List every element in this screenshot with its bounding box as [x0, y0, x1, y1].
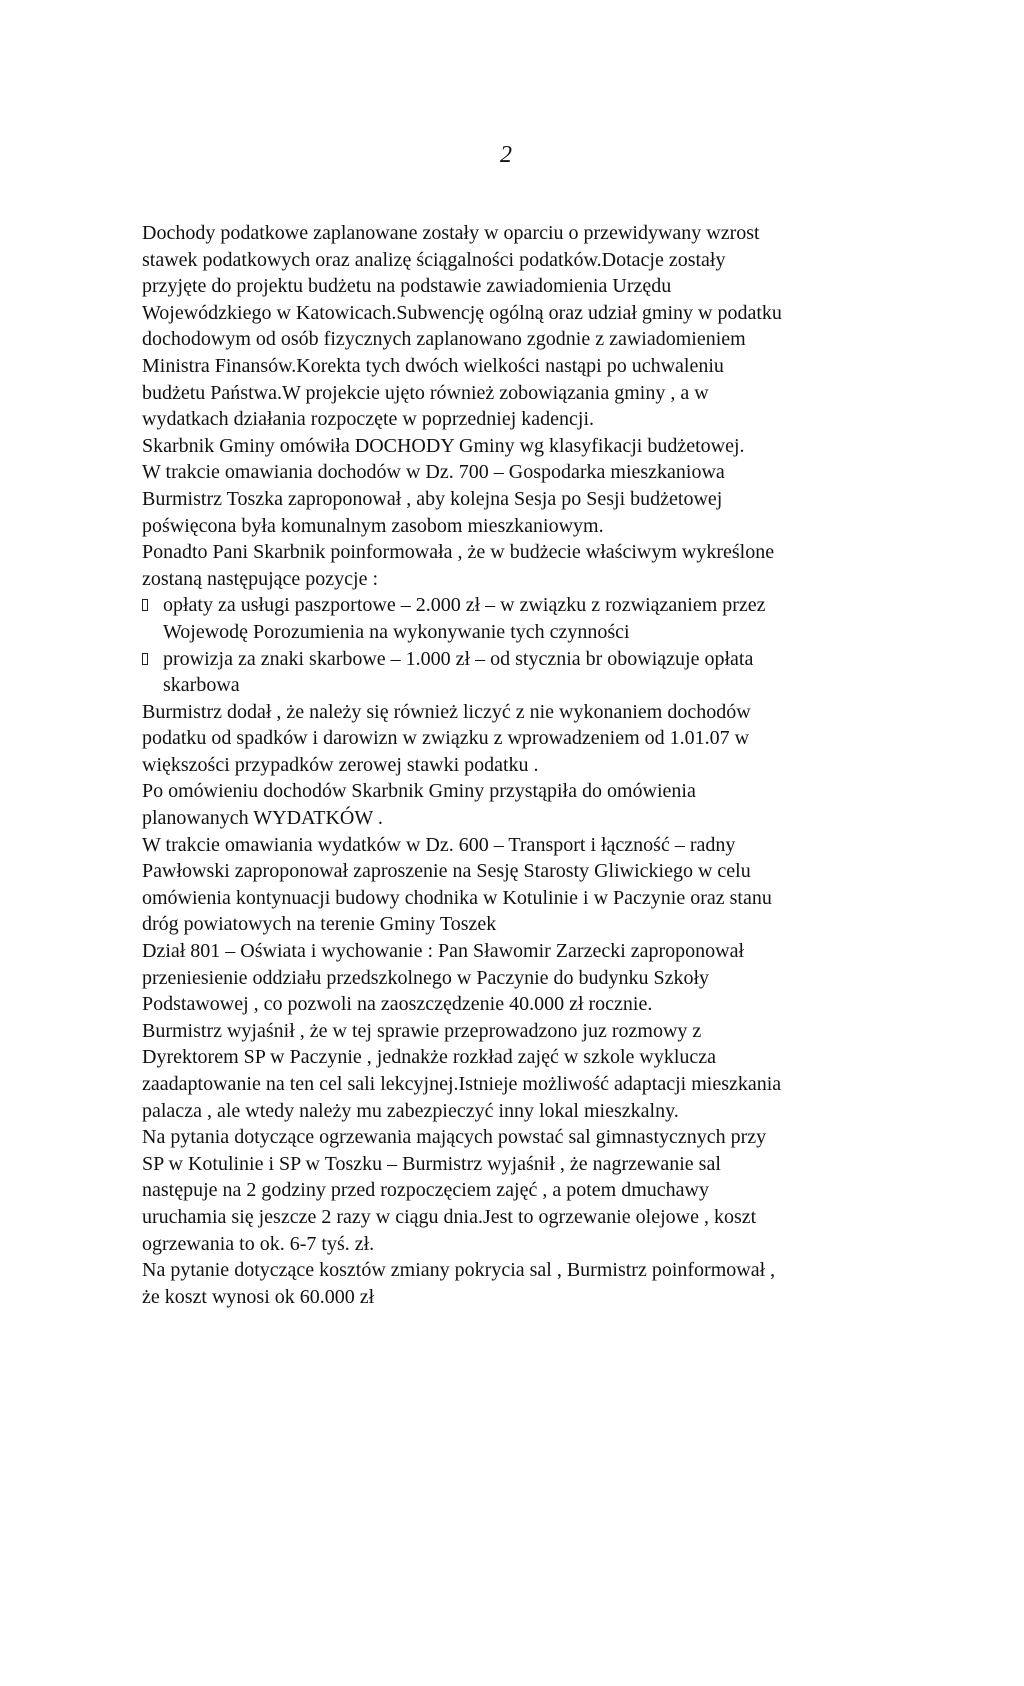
text-line: Ponadto Pani Skarbnik poinformowała , że w budżecie właściwym wykreślone: [142, 541, 775, 564]
text-line: ogrzewania to ok. 6-7 tyś. zł.: [142, 1232, 375, 1255]
text-line: Burmistrz wyjaśnił , że w tej sprawie przeprowadzono juz rozmowy z: [142, 1019, 702, 1042]
text-line: Dyrektorem SP w Paczynie , jednakże rozkład zajęć w szkole wyklucza: [142, 1046, 717, 1069]
text-line: Dochody podatkowe zaplanowane zostały w oparciu o przewidywany wzrost: [142, 222, 760, 244]
text-line: Skarbnik Gminy omówiła DOCHODY Gminy wg klasyfikacji budżetowej.: [142, 434, 745, 457]
bullet-text-continued: skarbowa: [163, 674, 240, 697]
bullet-text-continued: Wojewodę Porozumienia na wykonywanie tych czynności: [163, 620, 630, 643]
text-line: zaadaptowanie na ten cel sali lekcyjnej.Istnieje możliwość adaptacji mieszkania: [142, 1073, 782, 1095]
text-line: budżetu Państwa.W projekcie ujęto również zobowiązania gminy , a w: [142, 381, 709, 404]
text-line: SP w Kotulinie i SP w Toszku – Burmistrz wyjaśnił , że nagrzewanie sal: [142, 1152, 721, 1175]
text-line: Wojewódzkiego w Katowicach.Subwencję ogólną oraz udział gminy w podatku: [142, 301, 782, 324]
text-line: uruchamia się jeszcze 2 razy w ciągu dnia.Jest to ogrzewanie olejowe , koszt: [142, 1205, 757, 1228]
text-line: zostaną następujące pozycje :: [142, 567, 378, 590]
text-line: W trakcie omawiania dochodów w Dz. 700 – Gospodarka mieszkaniowa: [142, 461, 725, 484]
text-line: Podstawowej , co pozwoli na zaoszczędzenie 40.000 zł rocznie.: [142, 993, 653, 1016]
text-line: wydatkach działania rozpoczęte w poprzedniej kadencji.: [142, 408, 595, 431]
text-line: Na pytanie dotyczące kosztów zmiany pokrycia sal , Burmistrz poinformował ,: [142, 1259, 776, 1282]
text-line: że koszt wynosi ok 60.000 zł: [142, 1285, 375, 1308]
text-line: następuje na 2 godziny przed rozpoczęciem zajęć , a potem dmuchawy: [142, 1179, 709, 1202]
document-body: [142, 220, 902, 1310]
text-line: Burmistrz dodał , że należy się również liczyć z nie wykonaniem dochodów: [142, 700, 751, 723]
text-line: przeniesienie oddziału przedszkolnego w Paczynie do budynku Szkoły: [142, 966, 710, 989]
text-line: Ministra Finansów.Korekta tych dwóch wielkości nastąpi po uchwaleniu: [142, 354, 724, 377]
text-line: przyjęte do projektu budżetu na podstawie zawiadomienia Urzędu: [142, 275, 672, 298]
bullet-text: prowizja za znaki skarbowe – 1.000 zł – od stycznia br obowiązuje opłata: [163, 647, 754, 670]
text-line: Na pytania dotyczące ogrzewania mających powstać sal gimnastycznych przy: [142, 1126, 767, 1149]
bullet-square-icon: [142, 599, 148, 611]
text-line: dróg powiatowych na terenie Gminy Toszek: [142, 913, 497, 936]
bullet-square-icon: [142, 653, 148, 665]
text-line: palacza , ale wtedy należy mu zabezpieczyć inny lokal mieszkalny.: [142, 1099, 679, 1122]
text-line: Burmistrz Toszka zaproponował , aby kolejna Sesja po Sesji budżetowej: [142, 487, 723, 510]
text-line: Po omówieniu dochodów Skarbnik Gminy przystąpiła do omówienia: [142, 780, 696, 803]
text-line: Dział 801 – Oświata i wychowanie : Pan Sławomir Zarzecki zaproponował: [142, 940, 745, 963]
bullet-item: [142, 646, 902, 699]
bullet-list: [142, 592, 902, 698]
text-line: Pawłowski zaproponował zaproszenie na Sesję Starosty Gliwickiego w celu: [142, 860, 751, 883]
text-line: dochodowym od osób fizycznych zaplanowano zgodnie z zawiadomieniem: [142, 328, 746, 351]
bullet-item: [142, 592, 902, 645]
text-line: omówienia kontynuacji budowy chodnika w Kotulinie i w Paczynie oraz stanu: [142, 886, 772, 909]
text-line: większości przypadków zerowej stawki podatku .: [142, 753, 539, 776]
text-line: podatku od spadków i darowizn w związku z wprowadzeniem od 1.01.07 w: [142, 727, 750, 750]
text-line: poświęcona była komunalnym zasobom mieszkaniowym.: [142, 514, 604, 537]
page-number: 2: [500, 142, 512, 168]
text-line: stawek podatkowych oraz analizę ściągalności podatków.Dotacje zostały: [142, 248, 726, 271]
text-line: W trakcie omawiania wydatków w Dz. 600 – Transport i łączność – radny: [142, 833, 736, 856]
bullet-text: opłaty za usługi paszportowe – 2.000 zł – w związku z rozwiązaniem przez: [163, 594, 766, 617]
text-line: planowanych WYDATKÓW .: [142, 807, 383, 830]
paragraph-intro: [142, 220, 902, 592]
paragraph-expenses: [142, 699, 902, 1311]
